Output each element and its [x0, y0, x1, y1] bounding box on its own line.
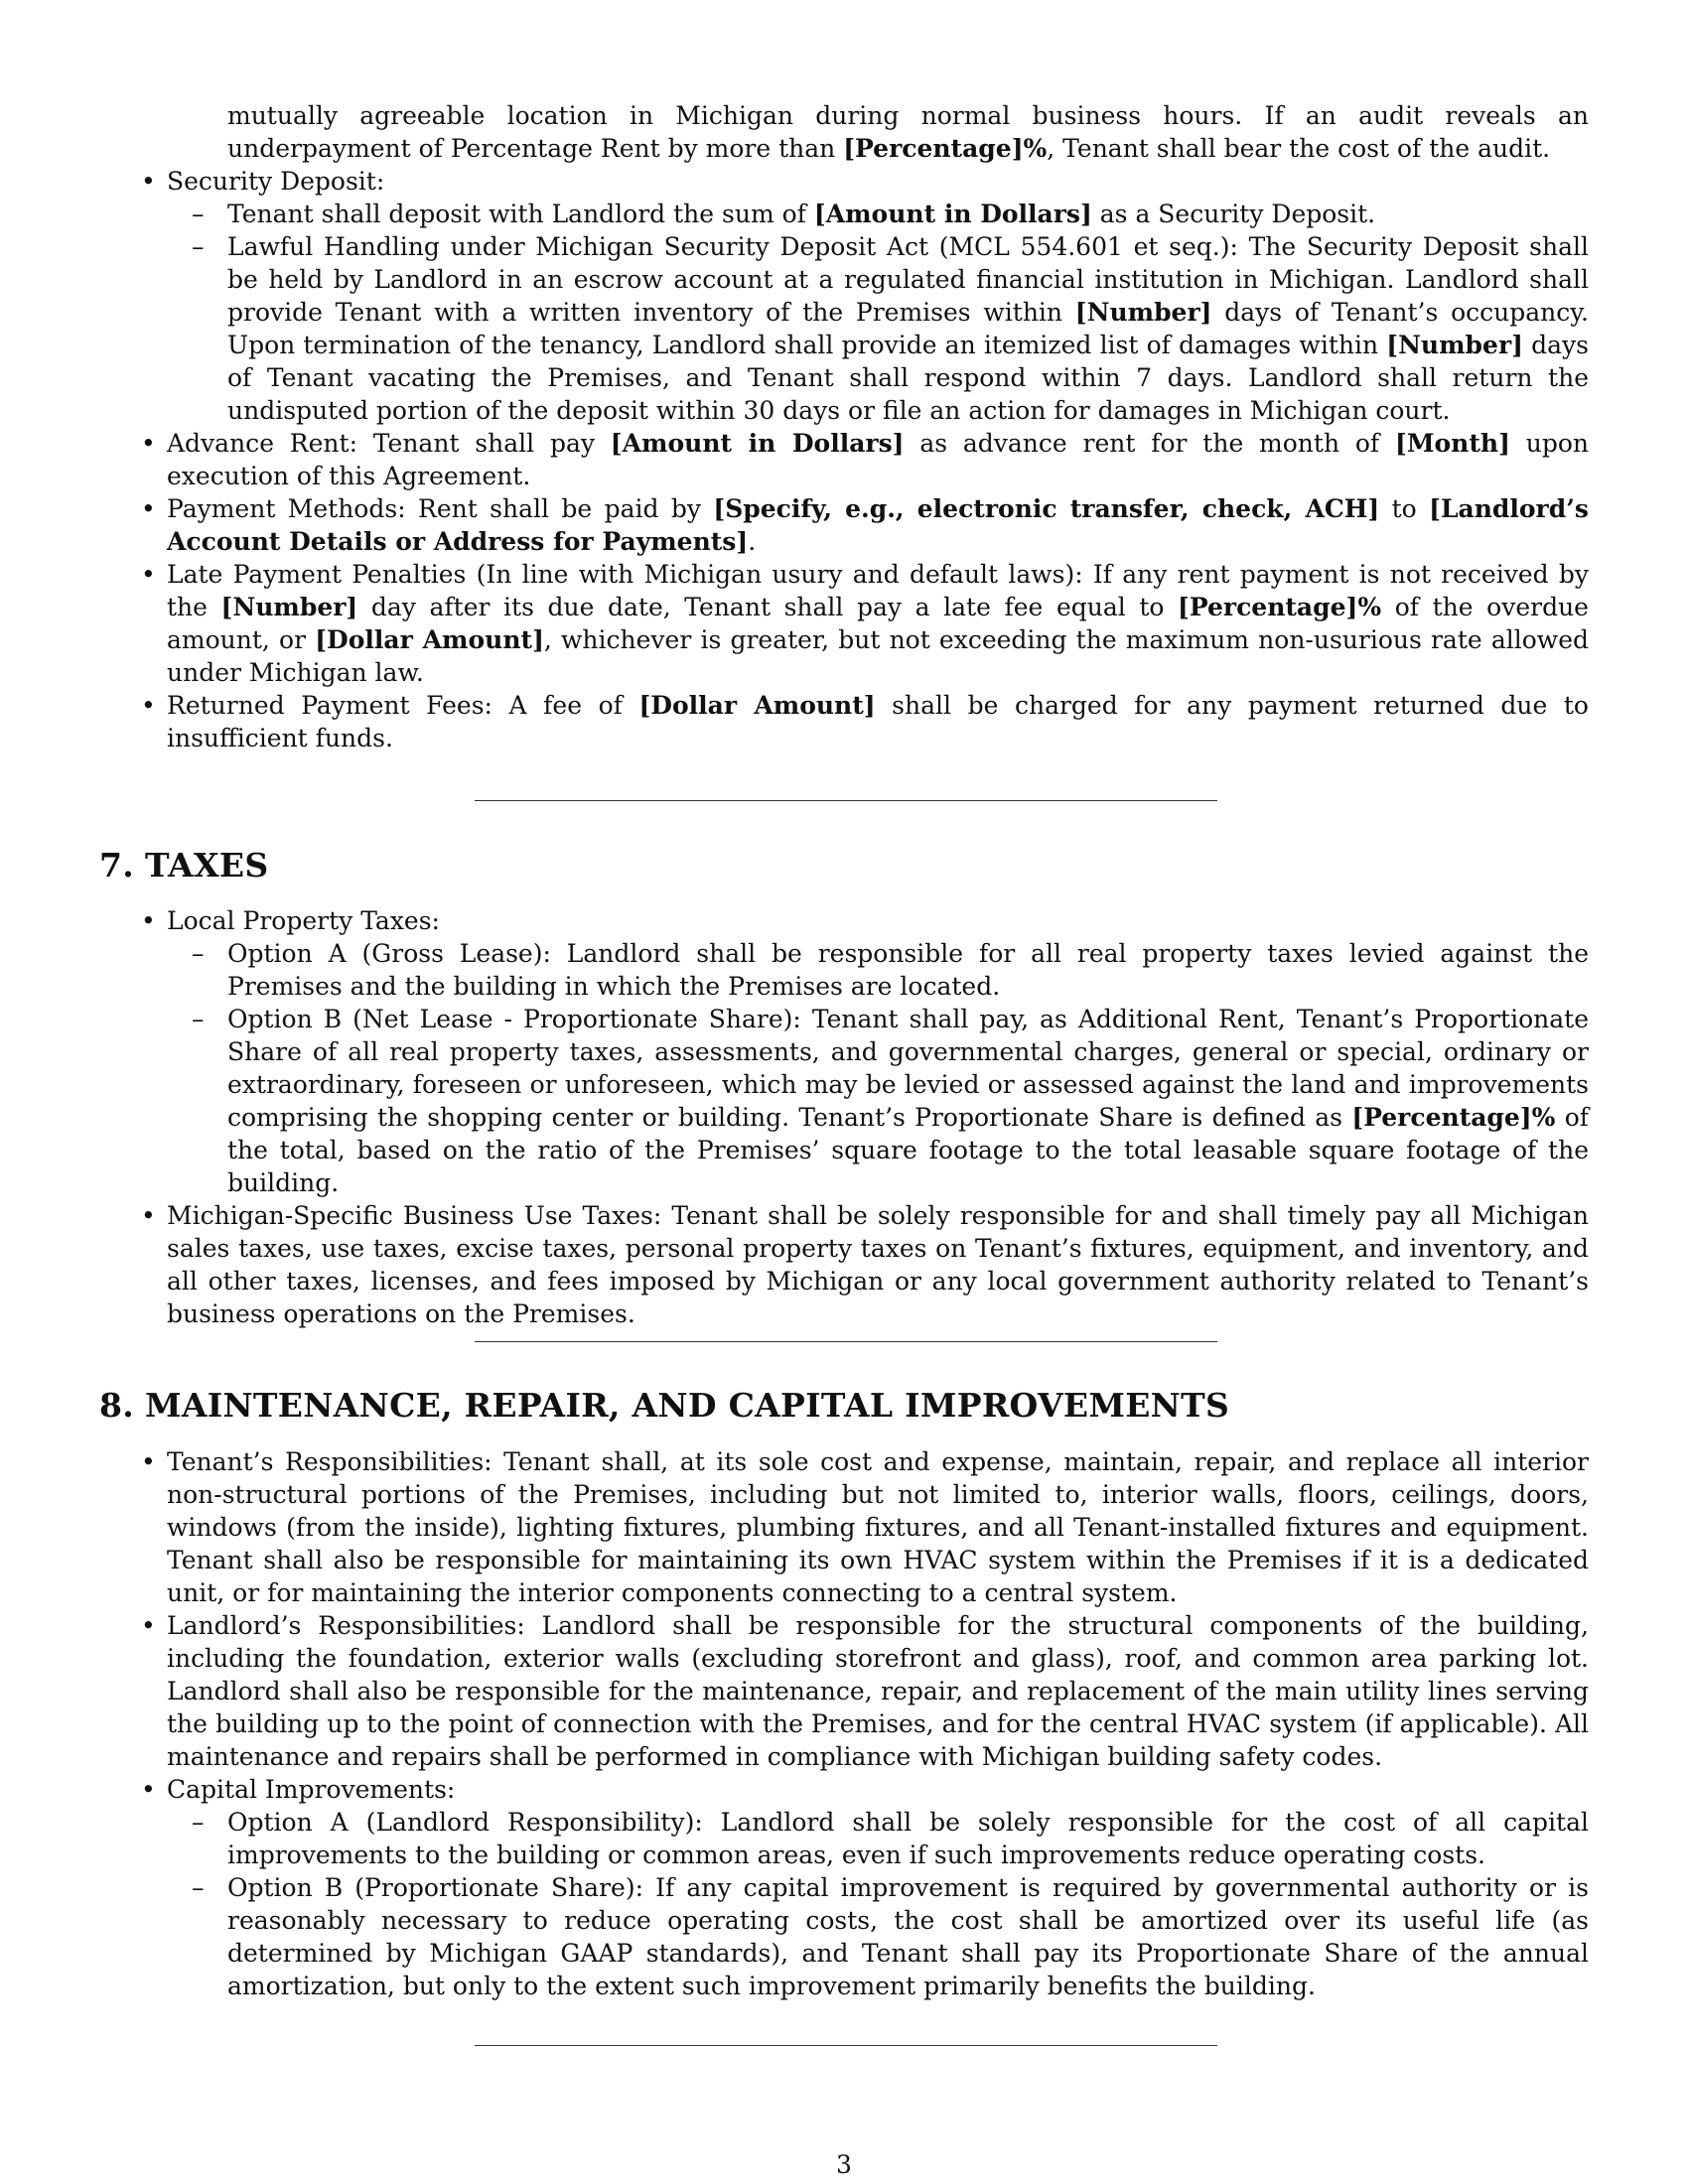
list-item-business-use-taxes: • Michigan-Specific Business Use Taxes: Tenant shall be solely responsible for and shall timely pay all Michigan sales taxes, use taxes, excise taxes, personal property taxes on Tenant’s fixtures, equipment, and inventory, and all other taxes, licenses, and fees imposed by Michigan or any local government authority related to Tenant’s business operations on the Premises. — [141, 1201, 1589, 1328]
section-8-body — [99, 1445, 1589, 2002]
bullet-icon: • — [141, 429, 156, 458]
bullet-icon: • — [141, 1775, 156, 1804]
dash-icon: – — [192, 200, 205, 228]
list-item-local-property-taxes: • Local Property Taxes: – Option A (Gross Lease): Landlord shall be responsible for all real property taxes levied against the Premises and the building in which the Premises are located. – Option B (Net Lease - Proportionate Share): Tenant shall pay, as Additional Rent, Tenant’s Proportionate Share of all real property taxes, assessments, and governmental charges, general or special, ordinary or extraordinary, foreseen or unforeseen, which may be levied or assessed against the land and improvements comprising the shopping center or building. Tenant’s Proportionate Share is defined as [Percentage]% of the total, based on the ratio of the Premises’ square footage to the total leasable square footage of the building. — [141, 906, 1589, 1197]
bullet-icon: • — [141, 691, 156, 720]
sub-item-lawful-handling: – Lawful Handling under Michigan Security Deposit Act (MCL 554.601 et seq.): The Security Deposit shall be held by Landlord in an escrow account at a regulated financial institution in Michigan. Landlord shall provide Tenant with a written inventory of the Premises within [Number] days of Tenant’s occupancy. Upon termination of the tenancy, Landlord shall provide an itemized list of damages within [Number] days of Tenant vacating the Premises, and Tenant shall respond within 7 days. Landlord shall return the undisputed portion of the deposit within 30 days or file an action for damages in Michigan court. — [192, 232, 1590, 425]
section-divider — [475, 2045, 1217, 2046]
list-item-advance-rent: • Advance Rent: Tenant shall pay [Amount in Dollars] as advance rent for the month of [Month] upon execution of this Agreement. — [141, 429, 1589, 490]
dash-icon: – — [192, 1808, 205, 1837]
sub-item-option-a-gross-lease: – Option A (Gross Lease): Landlord shall be responsible for all real property taxes levied against the Premises and the building in which the Premises are located. — [192, 939, 1589, 1001]
section-divider — [475, 1341, 1217, 1342]
dash-icon: – — [192, 1005, 205, 1033]
dash-icon: – — [192, 232, 205, 261]
audit-continuation: mutually agreeable location in Michigan during normal business hours. If an audit reveals an underpayment of Percentage Rent by more than [Percentage]%, Tenant shall bear the cost of the audit. — [227, 101, 1589, 163]
list-item-security-deposit: • Security Deposit: – Tenant shall deposit with Landlord the sum of [Amount in Dollars] as a Security Deposit. – Lawful Handling under Michigan Security Deposit Act (MCL 554.601 et seq.): The Security Deposit shall be held by Landlord in an escrow account at a regulated financial institution in Michigan. Landlord shall provide Tenant with a written inventory of the Premises within [Number] days of Tenant’s occupancy. Upon termination of the tenancy, Landlord shall provide an itemized list of damages within [Number] days of Tenant vacating the Premises, and Tenant shall respond within 7 days. Landlord shall return the undisputed portion of the deposit within 30 days or file an action for damages in Michigan court. — [141, 167, 1590, 425]
list-item-payment-methods: • Payment Methods: Rent shall be paid by [Specify, e.g., electronic transfer, check, ACH] to [Landlord’s Account Details or Address for Payments]. — [141, 494, 1589, 556]
bullet-icon: • — [141, 1447, 156, 1476]
bullet-icon: • — [141, 167, 156, 196]
list-item-late-payment: • Late Payment Penalties (In line with Michigan usury and default laws): If any rent payment is not received by the [Number] day after its due date, Tenant shall pay a late fee equal to [Percentage]% of the overdue amount, or [Dollar Amount], whichever is greater, but not exceeding the maximum non-usurious rate allowed under Michigan law. — [141, 560, 1589, 687]
bullet-icon: • — [141, 560, 156, 589]
dash-icon: – — [192, 939, 205, 968]
sub-item-cap-option-a: – Option A (Landlord Responsibility): Landlord shall be solely responsible for the cost of all capital improvements to the building or common areas, even if such improvements reduce operating costs. — [192, 1808, 1589, 1869]
bullet-icon: • — [141, 1201, 156, 1230]
sub-item-deposit-amount: – Tenant shall deposit with Landlord the sum of [Amount in Dollars] as a Security Deposit. — [192, 200, 1376, 228]
bullet-icon: • — [141, 1611, 156, 1640]
sub-item-cap-option-b: – Option B (Proportionate Share): If any capital improvement is required by governmental authority or is reasonably necessary to reduce operating costs, the cost shall be amortized over its useful life (as determined by Michigan GAAP standards), and Tenant shall pay its Proportionate Share of the annual amortization, but only to the extent such improvement primarily benefits the building. — [192, 1873, 1589, 2000]
sub-item-option-b-net-lease: – Option B (Net Lease - Proportionate Share): Tenant shall pay, as Additional Rent, Tenant’s Proportionate Share of all real property taxes, assessments, and governmental charges, general or special, ordinary or extraordinary, foreseen or unforeseen, which may be levied or assessed against the land and improvements comprising the shopping center or building. Tenant’s Proportionate Share is defined as [Percentage]% of the total, based on the ratio of the Premises’ square footage to the total leasable square footage of the building. — [192, 1005, 1589, 1197]
section-7-body — [99, 904, 1589, 1330]
section-heading-maintenance: 8. MAINTENANCE, REPAIR, AND CAPITAL IMPROVEMENTS — [99, 1386, 1230, 1425]
list-item-returned-payment: • Returned Payment Fees: A fee of [Dollar Amount] shall be charged for any payment returned due to insufficient funds. — [141, 691, 1589, 752]
dash-icon: – — [192, 1873, 205, 1902]
list-item-landlord-responsibilities: • Landlord’s Responsibilities: Landlord shall be responsible for the structural components of the building, including the foundation, exterior walls (excluding storefront and glass), roof, and common area parking lot. Landlord shall also be responsible for the maintenance, repair, and replacement of the main utility lines serving the building up to the point of connection with the Premises, and for the central HVAC system (if applicable). All maintenance and repairs shall be performed in compliance with Michigan building safety codes. — [141, 1611, 1589, 1771]
audit-percentage-placeholder: [Percentage]% — [843, 134, 1048, 163]
page-number: 3 — [836, 2150, 852, 2179]
section-divider — [475, 800, 1217, 801]
list-item-capital-improvements: • Capital Improvements: – Option A (Landlord Responsibility): Landlord shall be solely responsible for the cost of all capital improvements to the building or common areas, even if such improvements reduce operating costs. – Option B (Proportionate Share): If any capital improvement is required by governmental authority or is reasonably necessary to reduce operating costs, the cost shall be amortized over its useful life (as determined by Michigan GAAP standards), and Tenant shall pay its Proportionate Share of the annual amortization, but only to the extent such improvement primarily benefits the building. — [141, 1775, 1589, 2000]
rent-terms-continued — [99, 99, 1589, 754]
list-item-tenant-responsibilities: • Tenant’s Responsibilities: Tenant shall, at its sole cost and expense, maintain, repair, and replace all interior non-structural portions of the Premises, including but not limited to, interior walls, floors, ceilings, doors, windows (from the inside), lighting fixtures, plumbing fixtures, and all Tenant-installed fixtures and equipment. Tenant shall also be responsible for maintaining its own HVAC system within the Premises if it is a dedicated unit, or for maintaining the interior components connecting to a central system. — [141, 1447, 1589, 1607]
bullet-icon: • — [141, 906, 156, 935]
section-heading-taxes: 7. TAXES — [99, 846, 269, 885]
bullet-icon: • — [141, 494, 156, 523]
